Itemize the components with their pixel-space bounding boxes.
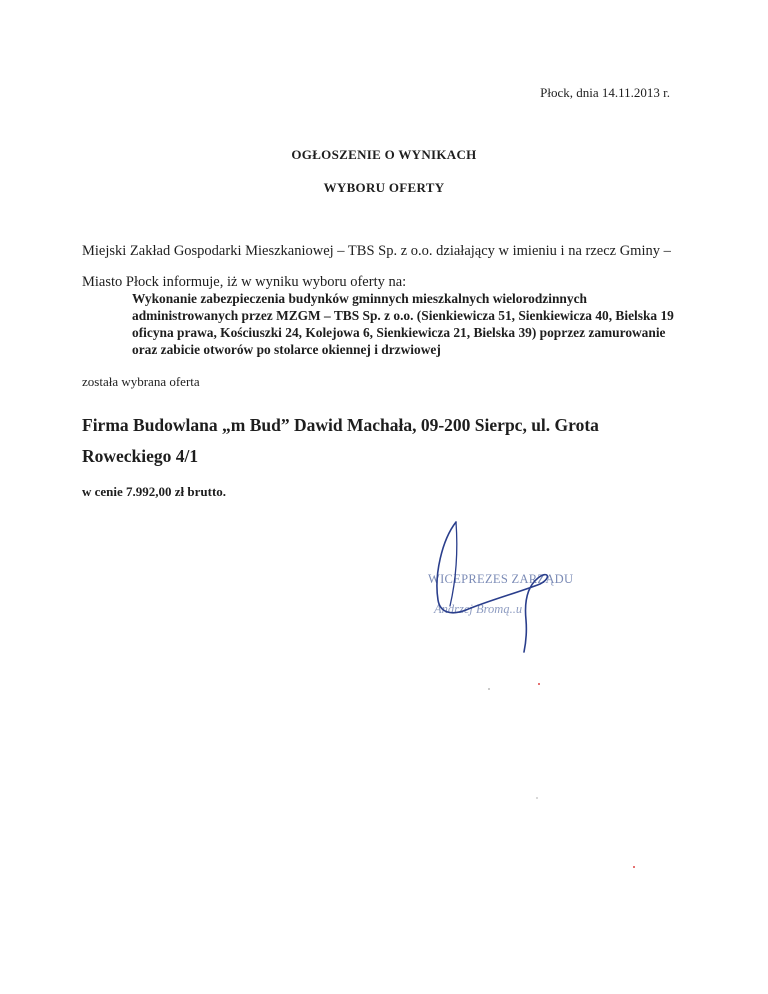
- scan-speck: [633, 866, 635, 868]
- date-line: Płock, dnia 14.11.2013 r.: [540, 85, 670, 100]
- handwritten-signature-icon: [420, 520, 580, 660]
- stamp-name: Andrzej Bromą..u: [434, 602, 523, 616]
- subject-paragraph: Wykonanie zabezpieczenia budynków gminnych mieszkalnych wielorodzinnych administrowanych przez MZGM – TBS Sp. z o.o. (Sienkiewicza 51, Sienkiewicza 40, Bielska 19 oficyna prawa, Kościuszki 24, Kolejowa 6, Sienkiewicza 21, Bielska 39) poprzez zamurowanie oraz zabicie otworów po stolarce okiennej i drzwiowej: [132, 291, 674, 357]
- chosen-label: została wybrana oferta: [82, 374, 200, 389]
- price-line: w cenie 7.992,00 zł brutto.: [82, 484, 227, 499]
- signature-stamp: [420, 520, 580, 660]
- title-line-2: WYBORU OFERTY: [323, 180, 445, 195]
- company-name: Firma Budowlana „m Bud” Dawid Machała, 09-200 Sierpc, ul. Grota Roweckiego 4/1: [82, 415, 599, 466]
- scan-speck: [538, 683, 540, 685]
- stamp-title: WICEPREZES ZARZĄDU: [428, 572, 574, 586]
- scan-speck: [536, 797, 538, 799]
- scan-speck: [488, 688, 490, 690]
- intro-paragraph: Miejski Zakład Gospodarki Mieszkaniowej – TBS Sp. z o.o. działający w imieniu i na rzecz Gminy – Miasto Płock informuje, iż w wyniku wyboru oferty na:: [82, 243, 671, 290]
- title-line-1: OGŁOSZENIE O WYNIKACH: [291, 147, 477, 162]
